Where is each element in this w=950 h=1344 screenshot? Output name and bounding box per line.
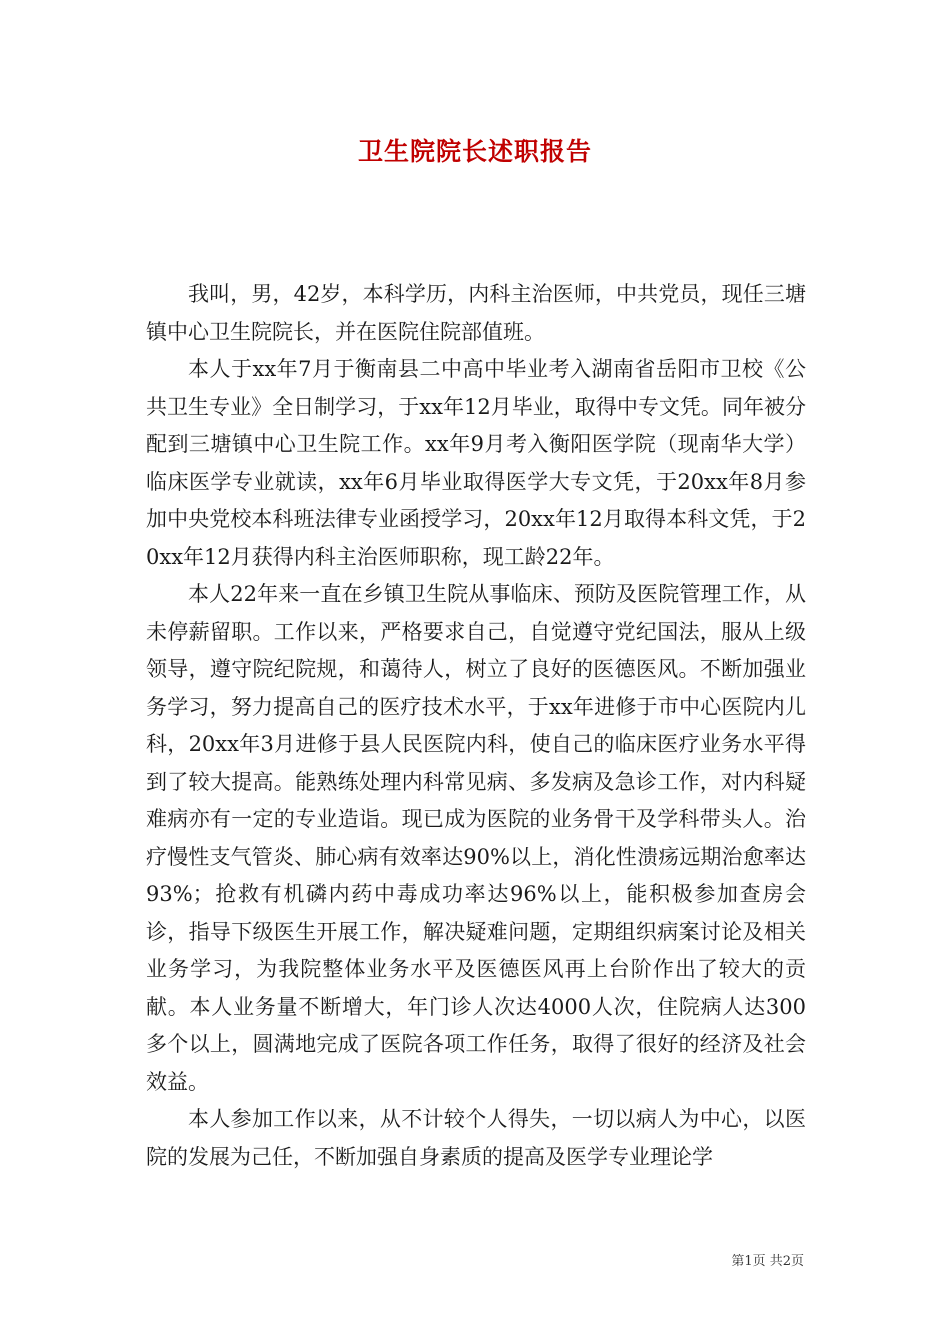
- paragraph-education: 本人于xx年7月于衡南县二中高中毕业考入湖南省岳阳市卫校《公共卫生专业》全日制学习，于xx年12月毕业，取得中专文凭。同年被分配到三塘镇中心卫生院工作。xx年9月考入衡阳医学院（现南华大学）临床医学专业就读，xx年6月毕业取得医学大专文凭，于20xx年8月参加中央党校本科班法律专业函授学习，20xx年12月取得本科文凭，于20xx年12月获得内科主治医师职称，现工龄22年。: [146, 357, 806, 569]
- paragraph-work: 本人22年来一直在乡镇卫生院从事临床、预防及医院管理工作，从未停薪留职。工作以来，严格要求自己，自觉遵守党纪国法，服从上级领导，遵守院纪院规，和蔼待人，树立了良好的医德医风。不断加强业务学习，努力提高自己的医疗技术水平，于xx年进修于市中心医院内儿科，20xx年3月进修于县人民医院内科，使自己的临床医疗业务水平得到了较大提高。能熟练处理内科常见病、多发病及急诊工作，对内科疑难病亦有一定的专业造诣。现已成为医院的业务骨干及学科带头人。治疗慢性支气管炎、肺心病有效率达90%以上，消化性溃疡远期治愈率达93%；抢救有机磷内药中毒成功率达96%以上，能积极参加查房会诊，指导下级医生开展工作，解决疑难问题，定期组织病案讨论及相关业务学习，为我院整体业务水平及医德医风再上台阶作出了较大的贡献。本人业务量不断增大，年门诊人次达4000人次，住院病人达300多个以上，圆满地完成了医院各项工作任务，取得了很好的经济及社会效益。: [146, 582, 806, 1094]
- page-number: 第1页 共2页: [731, 1254, 804, 1269]
- page-title: 卫生院院长述职报告: [357, 137, 592, 166]
- paragraph-intro: 我叫，男，42岁，本科学历，内科主治医师，中共党员，现任三塘镇中心卫生院院长，并在医院住院部值班。: [146, 282, 806, 344]
- document-body: [146, 276, 806, 1176]
- paragraph-attitude: 本人参加工作以来，从不计较个人得失，一切以病人为中心，以医院的发展为己任，不断加强自身素质的提高及医学专业理论学: [146, 1107, 806, 1169]
